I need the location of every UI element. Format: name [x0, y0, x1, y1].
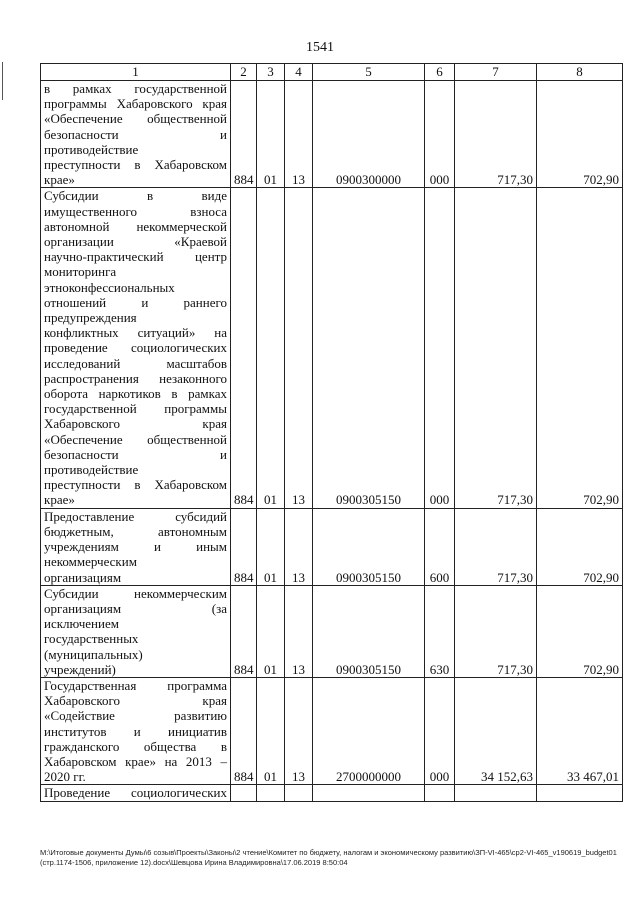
column-header-1: 1 [41, 64, 231, 81]
margin-mark [2, 62, 3, 100]
description-line: распространения незаконного [44, 370, 227, 386]
description-line: бюджетным, автономным [44, 523, 227, 539]
description-line: этноконфессиональных [44, 279, 175, 295]
description-line: «Обеспечение общественной [44, 431, 227, 447]
description-line: имущественного взноса [44, 203, 227, 219]
column-header-3: 3 [257, 64, 285, 81]
description-line: государственных [44, 631, 139, 647]
description-line: оборота наркотиков в рамках [44, 386, 227, 402]
description-line: научно-практический центр [44, 249, 227, 265]
description-line: конфликтных ситуаций» на [44, 325, 227, 341]
cell-vr: 000 [425, 81, 455, 188]
description-line: противодействие [44, 141, 139, 157]
cell-rz: 01 [257, 585, 285, 677]
column-header-5: 5 [313, 64, 425, 81]
cell-vr [425, 785, 455, 801]
cell-csr: 0900305150 [313, 188, 425, 508]
cell-rz [257, 785, 285, 801]
description-line: исключением [44, 616, 119, 632]
budget-table [40, 63, 623, 802]
description-line: учреждений) [44, 661, 116, 677]
cell-sum2: 702,90 [537, 508, 623, 585]
description-line: организации «Краевой [44, 234, 227, 250]
description-line: организациям [44, 569, 122, 585]
description-line: отношений и раннего [44, 294, 227, 310]
description-line: противодействие [44, 462, 139, 478]
description-line: крае» [44, 492, 75, 508]
row-description [41, 677, 231, 784]
cell-pr: 13 [285, 81, 313, 188]
cell-pr: 13 [285, 677, 313, 784]
cell-grbs: 884 [231, 188, 257, 508]
description-line: преступности в Хабаровском [44, 157, 227, 173]
cell-sum1: 34 152,63 [455, 677, 537, 784]
description-line: программы Хабаровского края [44, 96, 227, 112]
cell-pr: 13 [285, 188, 313, 508]
cell-vr: 600 [425, 508, 455, 585]
table-row [41, 188, 623, 508]
description-line: Проведение социологических [44, 785, 227, 801]
cell-csr [313, 785, 425, 801]
cell-sum1: 717,30 [455, 508, 537, 585]
description-line: автономной некоммерческой [44, 218, 227, 234]
description-line: крае» [44, 172, 75, 188]
row-description [41, 585, 231, 677]
description-line: гражданского общества в [44, 738, 227, 754]
column-header-4: 4 [285, 64, 313, 81]
table-row [41, 585, 623, 677]
row-description [41, 785, 231, 801]
description-line: Предоставление субсидий [44, 508, 227, 524]
cell-sum2: 33 467,01 [537, 677, 623, 784]
cell-csr: 2700000000 [313, 677, 425, 784]
cell-sum2: 702,90 [537, 585, 623, 677]
description-line: Субсидии некоммерческим [44, 585, 227, 601]
cell-vr: 000 [425, 677, 455, 784]
header-row [41, 64, 623, 81]
cell-sum2: 702,90 [537, 188, 623, 508]
cell-grbs [231, 785, 257, 801]
description-line: в рамках государственной [44, 81, 227, 96]
cell-rz: 01 [257, 508, 285, 585]
cell-rz: 01 [257, 81, 285, 188]
cell-rz: 01 [257, 677, 285, 784]
cell-grbs: 884 [231, 677, 257, 784]
page-number: 1541 [306, 40, 334, 55]
table-row [41, 81, 623, 188]
cell-pr: 13 [285, 508, 313, 585]
cell-grbs: 884 [231, 585, 257, 677]
description-line: преступности в Хабаровском [44, 477, 227, 493]
cell-sum1: 717,30 [455, 188, 537, 508]
file-path-footer: М:\Итоговые документы Думы\6 созыв\Проекты\Законы\2 чтение\Комитет по бюджету, налогам и экономическому развитию\ЗП-VI-465\cp2-VI-465_v190619_budget01 (стр.1174-1506, приложение 12).docx\Шевцова Ирина Владимировна\17.06.2019 8:50:04 [40, 848, 617, 867]
description-line: «Обеспечение общественной [44, 111, 227, 127]
row-description [41, 188, 231, 508]
cell-vr: 630 [425, 585, 455, 677]
cell-sum2 [537, 785, 623, 801]
description-line: Государственная программа [44, 677, 227, 693]
cell-csr: 0900300000 [313, 81, 425, 188]
column-header-2: 2 [231, 64, 257, 81]
description-line: Хабаровского края [44, 693, 227, 709]
cell-pr: 13 [285, 585, 313, 677]
cell-rz: 01 [257, 188, 285, 508]
description-line: Хабаровском крае» на 2013 – [44, 753, 227, 769]
column-header-6: 6 [425, 64, 455, 81]
description-line: Хабаровского края [44, 416, 227, 432]
table-row [41, 785, 623, 801]
cell-grbs: 884 [231, 81, 257, 188]
column-header-8: 8 [537, 64, 623, 81]
cell-csr: 0900305150 [313, 585, 425, 677]
row-description [41, 508, 231, 585]
column-header-7: 7 [455, 64, 537, 81]
description-line: мониторинга [44, 264, 117, 280]
cell-grbs: 884 [231, 508, 257, 585]
description-line: государственной программы [44, 401, 227, 417]
cell-sum1 [455, 785, 537, 801]
description-line: исследований масштабов [44, 355, 227, 371]
row-description [41, 81, 231, 188]
table-body [41, 81, 623, 802]
description-line: проведение социологических [44, 340, 227, 356]
table-row [41, 677, 623, 784]
cell-vr: 000 [425, 188, 455, 508]
description-line: организациям (за [44, 600, 227, 616]
description-line: «Содействие развитию [44, 708, 227, 724]
cell-sum2: 702,90 [537, 81, 623, 188]
cell-sum1: 717,30 [455, 81, 537, 188]
description-line: безопасности и [44, 126, 227, 142]
description-line: некоммерческим [44, 554, 137, 570]
description-line: предупреждения [44, 310, 137, 326]
description-line: (муниципальных) [44, 646, 143, 662]
description-line: безопасности и [44, 446, 227, 462]
cell-pr [285, 785, 313, 801]
description-line: институтов и инициатив [44, 723, 227, 739]
table-row [41, 508, 623, 585]
description-line: Субсидии в виде [44, 188, 227, 204]
cell-sum1: 717,30 [455, 585, 537, 677]
description-line: 2020 гг. [44, 769, 86, 785]
cell-csr: 0900305150 [313, 508, 425, 585]
description-line: учреждениям и иным [44, 539, 227, 555]
